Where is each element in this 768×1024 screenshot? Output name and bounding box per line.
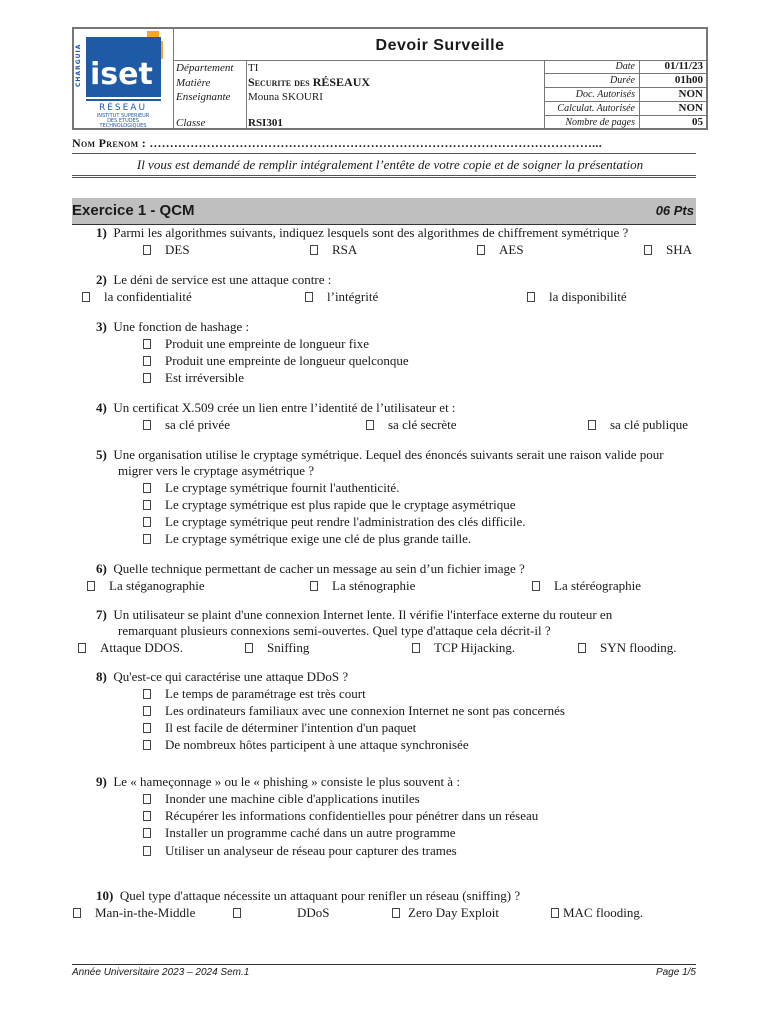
option-checkbox[interactable]: Le cryptage symétrique fournit l'authenticité. (143, 479, 399, 496)
meta-label-duree: Durée (610, 75, 635, 86)
meta-label-doc: Doc. Autorisés (575, 89, 635, 100)
option-checkbox[interactable]: MAC flooding. (551, 904, 643, 921)
checkbox-icon[interactable] (73, 908, 81, 918)
checkbox-icon[interactable] (143, 689, 151, 699)
option-checkbox[interactable]: sa clé privée (143, 416, 230, 433)
checkbox-icon[interactable] (578, 643, 586, 653)
question-7: 7) Un utilisateur se plaint d'une connexion Internet lente. Il vérifie l'interface externe du routeur en (96, 607, 613, 622)
logo-subtitle-3: TECHNOLOGIQUES (99, 123, 147, 128)
checkbox-icon[interactable] (588, 420, 596, 430)
option-checkbox[interactable]: Le temps de paramétrage est très court (143, 685, 366, 702)
option-checkbox[interactable]: Utiliser un analyseur de réseau pour capturer des trames (143, 842, 457, 859)
checkbox-icon[interactable] (143, 339, 151, 349)
meta-label-matiere: Matière (176, 77, 211, 89)
checkbox-icon[interactable] (412, 643, 420, 653)
option-checkbox[interactable]: Zero Day Exploit (392, 904, 499, 921)
checkbox-icon[interactable] (532, 581, 540, 591)
checkbox-icon[interactable] (551, 908, 559, 918)
meta-value-matiere: Securite des RÉSEAUX (248, 75, 371, 89)
meta-value-departement: TI (248, 62, 259, 74)
option-checkbox[interactable]: Produit une empreinte de longueur quelconque (143, 352, 409, 369)
option-checkbox[interactable]: DES (143, 241, 190, 258)
option-checkbox[interactable]: Sniffing (245, 639, 309, 656)
checkbox-icon[interactable] (143, 245, 151, 255)
option-checkbox[interactable]: La sténographie (310, 577, 415, 594)
meta-label-calculat: Calculat. Autorisée (557, 103, 635, 114)
meta-label-classe: Classe (176, 117, 206, 129)
option-checkbox[interactable]: Les ordinateurs familiaux avec une connexion Internet ne sont pas concernés (143, 702, 565, 719)
meta-label-departement: Département (176, 62, 234, 74)
option-checkbox[interactable]: sa clé secrète (366, 416, 457, 433)
checkbox-icon[interactable] (82, 292, 90, 302)
checkbox-icon[interactable] (366, 420, 374, 430)
question-9: 9) Le « hameçonnage » ou le « phishing » consiste le plus souvent à : (96, 774, 460, 789)
checkbox-icon[interactable] (305, 292, 313, 302)
checkbox-icon[interactable] (143, 500, 151, 510)
question-8: 8) Qu'est-ce qui caractérise une attaque DDoS ? (96, 669, 349, 684)
logo-reseau: RÉSEAU (98, 103, 148, 113)
logo-subtitle-2: DES ETUDES (107, 118, 139, 124)
checkbox-icon[interactable] (143, 794, 151, 804)
option-checkbox[interactable]: Il est facile de déterminer l'intention d'un paquet (143, 719, 416, 736)
question-5: 5) Une organisation utilise le cryptage symétrique. Lequel des énoncés suivants serait une raison valide pour (96, 447, 664, 462)
option-checkbox[interactable]: Attaque DDOS. (78, 639, 183, 656)
exercise-header (72, 198, 696, 225)
option-checkbox[interactable]: sa clé publique (588, 416, 688, 433)
instructions: Il vous est demandé de remplir intégralement l’entête de votre copie et de soigner la présentation (136, 157, 644, 172)
checkbox-icon[interactable] (245, 643, 253, 653)
option-checkbox[interactable]: TCP Hijacking. (412, 639, 515, 656)
question-6: 6) Quelle technique permettant de cacher un message au sein d’un fichier image ? (96, 561, 525, 576)
checkbox-icon[interactable] (78, 643, 86, 653)
option-checkbox[interactable]: la disponibilité (527, 288, 627, 305)
footer-page-number: Page 1/5 (655, 967, 696, 978)
option-checkbox[interactable]: DDoS (233, 904, 330, 921)
checkbox-icon[interactable] (143, 846, 151, 856)
option-checkbox[interactable]: Le cryptage symétrique peut rendre l'administration des clés difficile. (143, 513, 526, 530)
question-1: 1) Parmi les algorithmes suivants, indiquez lesquels sont des algorithmes de chiffrement symétrique ? (96, 225, 629, 240)
checkbox-icon[interactable] (143, 373, 151, 383)
meta-value-pages: 05 (692, 116, 703, 128)
option-checkbox[interactable]: Installer un programme caché dans un autre programme (143, 824, 456, 841)
option-checkbox[interactable]: la confidentialité (82, 288, 192, 305)
checkbox-icon[interactable] (143, 740, 151, 750)
logo-side-text: CHARGUIA (75, 43, 82, 87)
checkbox-icon[interactable] (143, 828, 151, 838)
checkbox-icon[interactable] (527, 292, 535, 302)
meta-label-date: Date (615, 61, 635, 72)
option-checkbox[interactable]: Récupérer les informations confidentielles pour pénétrer dans un réseau (143, 807, 538, 824)
option-checkbox[interactable]: SHA (644, 241, 692, 258)
checkbox-icon[interactable] (143, 356, 151, 366)
option-checkbox[interactable]: Man-in-the-Middle (73, 904, 195, 921)
checkbox-icon[interactable] (87, 581, 95, 591)
school-logo (74, 29, 174, 128)
checkbox-icon[interactable] (143, 420, 151, 430)
iset-logo-icon (74, 29, 173, 128)
meta-value-duree: 01h00 (674, 74, 703, 86)
exercise-title: Exercice 1 - QCM (72, 202, 195, 219)
question-5-line-2: migrer vers le cryptage asymétrique ? (118, 463, 314, 478)
checkbox-icon[interactable] (477, 245, 485, 255)
checkbox-icon[interactable] (143, 483, 151, 493)
question-4: 4) Un certificat X.509 crée un lien entre l’identité de l’utilisateur et : (96, 400, 456, 415)
checkbox-icon[interactable] (143, 811, 151, 821)
meta-value-classe: RSI301 (248, 117, 283, 129)
meta-value-enseignante: Mouna SKOURI (248, 91, 323, 103)
checkbox-icon[interactable] (143, 706, 151, 716)
checkbox-icon[interactable] (143, 534, 151, 544)
checkbox-icon[interactable] (233, 908, 241, 918)
page-footer (72, 964, 696, 978)
option-checkbox[interactable]: AES (477, 241, 524, 258)
option-checkbox[interactable]: La stéréographie (532, 577, 641, 594)
student-name-line: Nom Prenom : ………………………………………………………………………………………………... (72, 136, 603, 150)
exercise-points: 06 Pts (655, 203, 694, 218)
checkbox-icon[interactable] (392, 908, 400, 918)
meta-value-calculat: NON (678, 102, 703, 114)
option-checkbox[interactable]: l’intégrité (305, 288, 378, 305)
checkbox-icon[interactable] (310, 581, 318, 591)
question-2: 2) Le déni de service est une attaque contre : (96, 272, 332, 287)
exam-header (72, 27, 708, 130)
checkbox-icon[interactable] (143, 723, 151, 733)
option-checkbox[interactable]: Est irréversible (143, 369, 244, 386)
checkbox-icon[interactable] (310, 245, 318, 255)
logo-subtitle-1: INSTITUT SUPERIEUR (96, 113, 150, 119)
checkbox-icon[interactable] (644, 245, 652, 255)
question-7-line-2: remarquant plusieurs connexions semi-ouvertes. Quel type d'attaque cela décrit-il ? (118, 623, 551, 638)
logo-mark: iset (90, 57, 153, 92)
meta-label-enseignante: Enseignante (176, 91, 231, 103)
option-checkbox[interactable]: La stéganographie (87, 577, 205, 594)
question-10: 10) Quel type d'attaque nécessite un attaquant pour renifler un réseau (sniffing) ? (96, 888, 521, 903)
option-checkbox[interactable]: Inonder une machine cible d'applications inutiles (143, 790, 420, 807)
checkbox-icon[interactable] (143, 517, 151, 527)
option-checkbox[interactable]: RSA (310, 241, 357, 258)
option-checkbox[interactable]: Le cryptage symétrique exige une clé de plus grande taille. (143, 530, 471, 547)
option-checkbox[interactable]: SYN flooding. (578, 639, 677, 656)
option-checkbox[interactable]: De nombreux hôtes participent à une attaque synchronisée (143, 736, 469, 753)
footer-academic-year: Année Universitaire 2023 – 2024 Sem.1 (72, 967, 250, 978)
question-3: 3) Une fonction de hashage : (96, 319, 250, 334)
option-checkbox[interactable]: Le cryptage symétrique est plus rapide que le cryptage asymétrique (143, 496, 516, 513)
meta-label-pages: Nombre de pages (565, 117, 635, 128)
meta-value-date: 01/11/23 (664, 60, 703, 72)
exam-title: Devoir Surveille (174, 29, 706, 61)
meta-value-doc: NON (678, 88, 703, 100)
option-checkbox[interactable]: Produit une empreinte de longueur fixe (143, 335, 369, 352)
